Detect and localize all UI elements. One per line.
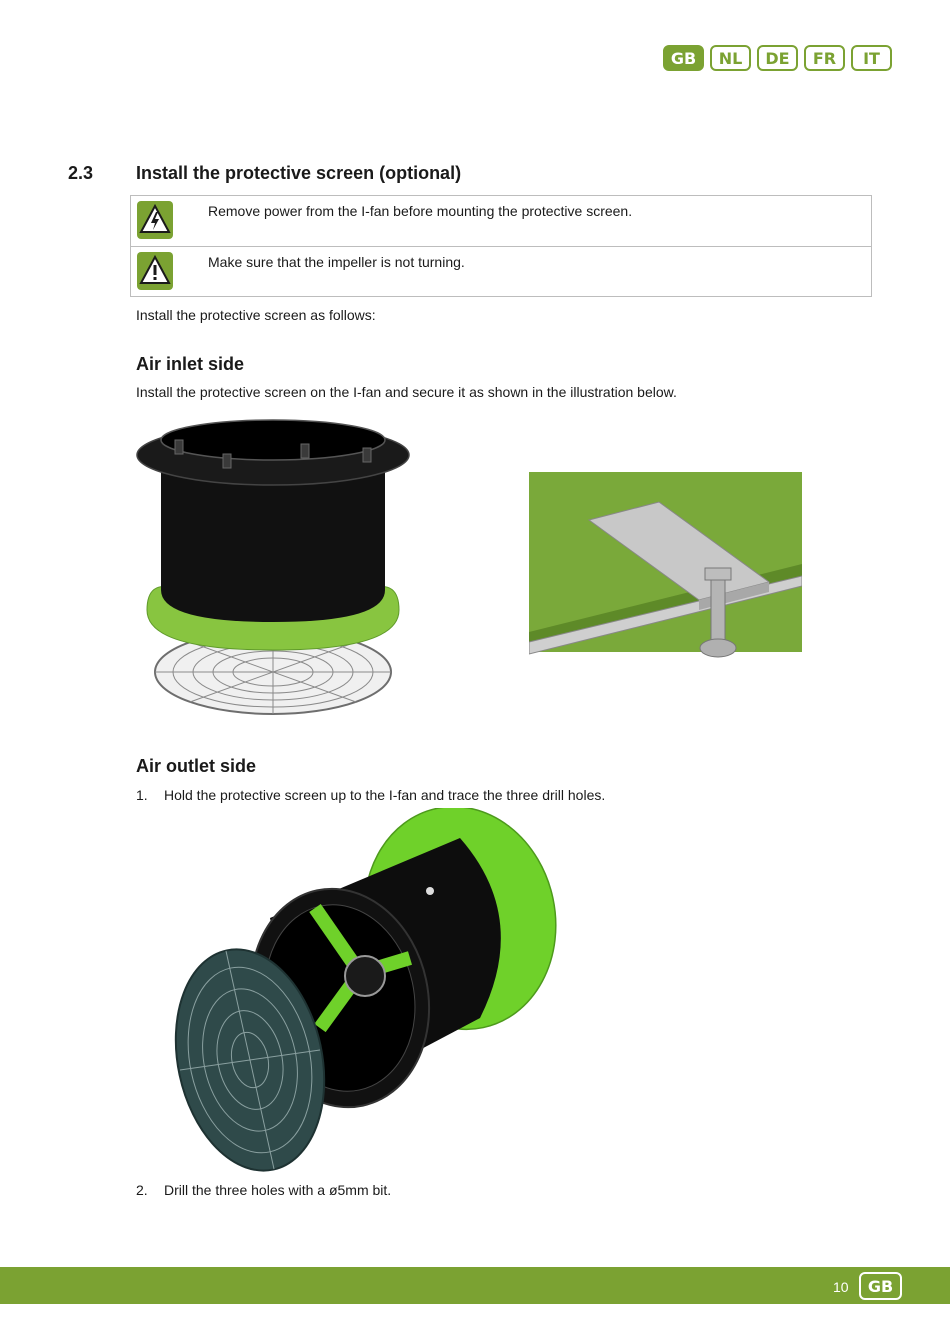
outlet-heading: Air outlet side [136,756,257,776]
inlet-heading: Air inlet side [136,354,245,374]
section-title: Install the protective screen (optional) [136,163,462,183]
section-number: 2.3 [68,163,94,183]
intro-text: Install the protective screen as follows: [136,307,376,323]
lang-tab-it[interactable]: IT [851,45,892,71]
warning-row [131,196,871,246]
language-tabs [663,45,892,71]
mounting-detail-illustration [529,472,802,670]
footer-language-tab: GB [859,1272,902,1300]
warning-row [131,246,871,296]
lang-tab-fr[interactable]: FR [804,45,845,71]
inlet-fan-illustration [135,410,415,720]
step-text: Hold the protective screen up to the I-fan and trace the three drill holes. [164,787,606,803]
outlet-fan-illustration [160,808,560,1178]
lang-tab-de[interactable]: DE [757,45,798,71]
general-warning-icon [137,252,173,290]
electrical-hazard-icon [137,201,173,239]
page-number: 10 [833,1279,849,1295]
warning-text: Remove power from the I-fan before mounting the protective screen. [208,203,633,219]
lang-tab-gb[interactable]: GB [663,45,704,71]
step-number: 1. [136,787,148,803]
step-text: Drill the three holes with a ø5mm bit. [164,1182,392,1198]
lang-tab-nl[interactable]: NL [710,45,751,71]
inlet-text: Install the protective screen on the I-fan and secure it as shown in the illustration below. [136,384,677,400]
step-number: 2. [136,1182,148,1198]
warning-table [130,195,872,297]
footer-bar [0,1267,950,1304]
warning-text: Make sure that the impeller is not turning. [208,254,465,270]
